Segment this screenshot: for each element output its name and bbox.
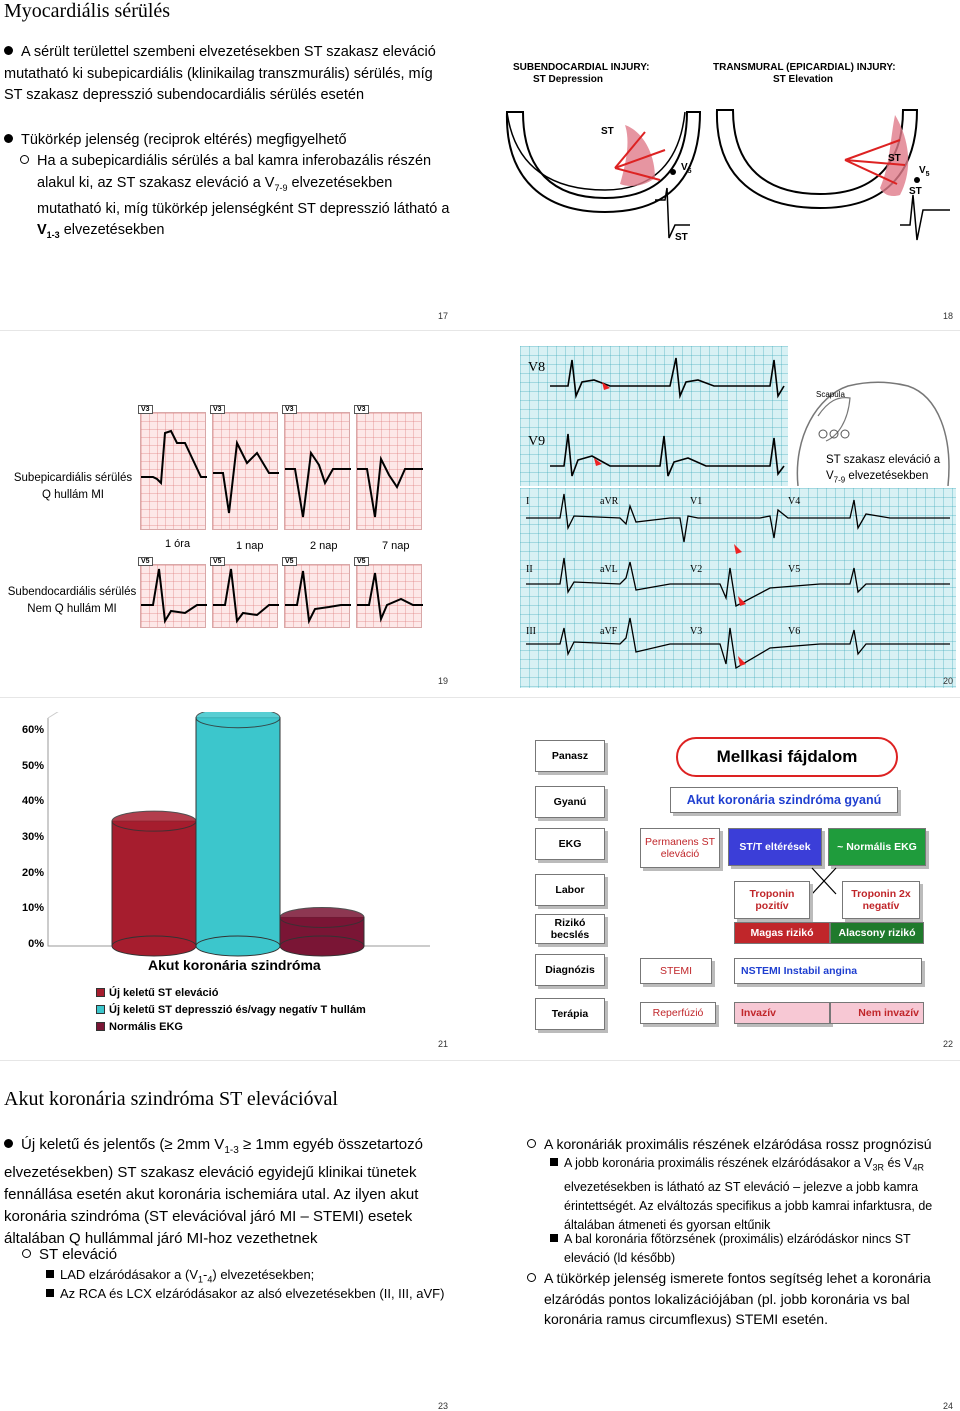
- tag-v5-2: V5: [210, 557, 225, 566]
- tag-v3-1: V3: [138, 405, 153, 414]
- y-tick-label: 30%: [21, 831, 44, 843]
- time-label-1: 1 óra: [165, 538, 191, 550]
- lead-v9-label: V9: [528, 434, 546, 449]
- magas-riziko-box: Magas rizikó: [734, 922, 830, 944]
- slide24-bullet-1: A koronáriák proximális részének elzáródása rossz prognózisú: [527, 1134, 957, 1154]
- legend-swatch: [96, 1022, 105, 1031]
- page-number-22: 22: [943, 1039, 954, 1049]
- permanens-st-box: Permanens ST eleváció: [640, 828, 720, 868]
- ecg-strip-v3-1: [140, 412, 206, 530]
- reperfuzio-box: Reperfúzió: [640, 1002, 716, 1024]
- st-label-left: ST: [601, 126, 614, 137]
- row1-label: Subepicardiális sérülés Q hullám MI: [13, 472, 133, 501]
- row-label-text: Panasz: [551, 750, 589, 762]
- chart-svg: [0, 712, 450, 972]
- slide23-bullet-1: Új keletű és jelentős (≥ 2mm $V_{1-3} \ge 1mm$ egyéb összetartozó elvezetésekben) ST szakasz eleváció egyidejű klinikai tünetek fennállása esetén akut koronária ischemiára utal. Az ilyen akut koronária szindróma (ST elevációval járó MI – STEMI) esetek általában Q hullámmal járó MI-hoz vezethetnek: [4, 1136, 423, 1247]
- st-label-left-bottom: ST: [675, 232, 688, 243]
- slide17-bullet-2: Tükörkép jelenség (reciprok eltérés) megfigyelhető: [4, 130, 444, 152]
- bar-3: [280, 907, 364, 956]
- page-number-21: 21: [438, 1039, 449, 1049]
- lead-I: I: [526, 496, 530, 507]
- troponin-pozitiv-box: Troponin pozitív: [734, 881, 810, 919]
- chart-title: Akut koronária szindróma: [148, 957, 321, 973]
- row-label-6: [535, 954, 605, 986]
- tag-v3-2: V3: [210, 405, 225, 414]
- acs-bar-chart: [0, 712, 450, 1042]
- lead-aVL: aVL: [600, 564, 618, 575]
- bullet-square: [46, 1270, 54, 1278]
- bullet-ring: [527, 1139, 536, 1148]
- page-number-23: 23: [438, 1401, 449, 1411]
- time-label-2: 1 nap: [236, 540, 264, 552]
- y-tick-label: 50%: [21, 759, 44, 772]
- lead-V3: V3: [690, 626, 703, 637]
- slide23-subbullet: ST eleváció: [22, 1244, 442, 1266]
- ecg-strip-v5-4: [356, 564, 422, 628]
- lead-V1: V1: [690, 496, 703, 507]
- page-number-19: 19: [438, 676, 449, 686]
- ecg-strip-v3-4: [356, 412, 422, 530]
- bullet-square: [550, 1234, 558, 1242]
- legend-item: [96, 1018, 366, 1035]
- stt-elteresek-box: ST/T eltérések: [728, 828, 822, 866]
- legend-swatch: [96, 988, 105, 997]
- bar-2: [196, 712, 280, 956]
- row-label-text: Labor: [555, 884, 585, 896]
- bullet-dot: [4, 1139, 13, 1148]
- row-label-7: [535, 998, 605, 1030]
- twelve-lead-ecg: [520, 488, 956, 688]
- y-tick-label: 60%: [21, 724, 44, 736]
- legend-label: Új keletű ST depresszió és/vagy negatív T hullám: [109, 1003, 366, 1016]
- lead-V4: V4: [788, 496, 801, 507]
- bullet-dot: [4, 134, 13, 143]
- ecg-strip-v3-3: [284, 412, 350, 530]
- bullet-square: [550, 1158, 558, 1166]
- legend-label: Új keletű ST eleváció: [109, 986, 219, 999]
- row-label-text: Diagnózis: [545, 964, 595, 976]
- page-number-20: 20: [943, 676, 954, 686]
- lead-aVF: aVF: [600, 626, 618, 637]
- row-label-1: [535, 740, 605, 772]
- posterior-ecg-v8-v9: [520, 346, 788, 486]
- ecg-strip-v5-2: [212, 564, 278, 628]
- y-tick-label: 20%: [21, 866, 44, 879]
- scapula-label: Scapula: [816, 390, 845, 399]
- tag-v5-3: V5: [282, 557, 297, 566]
- tag-v5-1: V5: [138, 557, 153, 566]
- slide23-title: Akut koronária szindróma ST elevációval: [4, 1088, 338, 1110]
- page-divider: [0, 697, 960, 698]
- injury-diagram: [505, 60, 955, 245]
- v5-label-left: $V_5$: [681, 162, 692, 175]
- page-number-18: 18: [943, 311, 954, 321]
- legend-item: [96, 1001, 366, 1018]
- transmural-title: TRANSMURAL (EPICARDIAL) INJURY:: [713, 62, 896, 73]
- nem-invaziv-box: Nem invazív: [830, 1002, 924, 1024]
- row-label-5: [535, 914, 605, 944]
- tag-v3-4: V3: [354, 405, 369, 414]
- slide24-bullet-2: A tükörkép jelenség ismerete fontos segítség lehet a koronária elzáródás pontos lokalizációjában (pl. jobb koronária vs bal koronária ramus circumflexus) STEMI esetén.: [527, 1268, 947, 1330]
- lead-v8-label: V8: [528, 360, 546, 375]
- subendocardial-sub: ST Depression: [533, 74, 604, 85]
- time-label-4: 7 nap: [382, 540, 410, 552]
- alacsony-riziko-box: Alacsony rizikó: [830, 922, 924, 944]
- bullet-ring: [20, 155, 29, 164]
- slide17-title: Myocardiális sérülés: [4, 0, 171, 22]
- row-label-text: Gyanú: [553, 796, 587, 808]
- ecg-strip-v3-2: [212, 412, 278, 530]
- slide24-third-1: A jobb koronária proximális részének elzáródásakor a $V_{3R}$ és $V_{4R}$ elvezetésekben is látható az ST eleváció – jelezve a jobb kamra érintettségét. Az elváltozás specifikus a jobb kamrai infarktusra, de általában átmeneti és gyorsan eltűnik: [550, 1154, 954, 1235]
- y-tick-label: 10%: [21, 902, 44, 915]
- bullet-dot: [4, 46, 13, 55]
- tag-v3-3: V3: [282, 405, 297, 414]
- page-number-24: 24: [943, 1401, 954, 1411]
- bar-1: [112, 811, 196, 956]
- y-tick-label: 40%: [21, 795, 44, 808]
- slide17-subbullet: Ha a subepicardiális sérülés a bal kamra inferobazális részén alakul ki, az ST szakasz eleváció a $V_{7-9}$ elvezetésekben mutatható ki, míg tükörkép jelenségként ST depresszió látható a $V_{1-3}$ elvezetésekben: [20, 151, 450, 247]
- row-label-2: [535, 786, 605, 818]
- tag-v5-4: V5: [354, 557, 369, 566]
- lead-II: II: [526, 564, 533, 575]
- normalis-ekg-box: ~ Normális EKG: [828, 828, 926, 866]
- st-label-right-bottom: ST: [909, 186, 922, 197]
- akut-koronaria-box: Akut koronária szindróma gyanú: [670, 787, 898, 813]
- ecg-strip-v5-1: [140, 564, 206, 628]
- legend-item: [96, 984, 366, 1001]
- page-divider: [0, 330, 960, 331]
- slide23-third-1: LAD elzáródásakor a $(V_1-_4)$ elvezetésekben;: [46, 1265, 446, 1290]
- nstemi-box: NSTEMI Instabil angina: [734, 958, 922, 984]
- v5-label-right: $V_5$: [919, 165, 930, 178]
- bullet-ring: [527, 1273, 536, 1282]
- ecg-strip-v5-3: [284, 564, 350, 628]
- lead-III: III: [526, 626, 536, 637]
- bullet-ring: [22, 1249, 31, 1258]
- page-number-17: 17: [438, 311, 449, 321]
- chart-legend: [96, 984, 366, 1035]
- y-tick-label: 0%: [28, 938, 44, 950]
- row-label-text: EKG: [558, 838, 582, 850]
- lead-V2: V2: [690, 564, 703, 575]
- mellkasi-fajdalom-box: Mellkasi fájdalom: [676, 737, 898, 777]
- row-label-text: Rizikó becslés: [550, 917, 590, 941]
- lead-V5: V5: [788, 564, 801, 575]
- time-label-3: 2 nap: [310, 540, 338, 552]
- lead-V6: V6: [788, 626, 801, 637]
- row-label-3: [535, 828, 605, 860]
- slide24-third-2: A bal koronária főtörzsének (proximális) elzáródáskor nincs ST eleváció (ld később): [550, 1230, 954, 1268]
- invaziv-box: Invazív: [734, 1002, 830, 1024]
- row-label-4: [535, 874, 605, 906]
- slide17-bullet-1: A sérült területtel szembeni elvezetésekben ST szakasz eleváció mutatható ki subepicardiális (klinikailag transzmurális) sérülés, míg ST szakasz depresszió subendocardiális sérülés esetén: [4, 44, 436, 103]
- page-divider: [0, 1060, 960, 1061]
- legend-swatch: [96, 1005, 105, 1014]
- legend-label: Normális EKG: [109, 1020, 183, 1033]
- subendocardial-title: SUBENDOCARDIAL INJURY:: [513, 62, 650, 73]
- stemi-box: STEMI: [640, 958, 712, 984]
- st-elevation-note: ST szakasz eleváció a $V_{7-9}$ elvezetésekben: [826, 454, 941, 485]
- lead-aVR: aVR: [600, 496, 619, 507]
- bullet-square: [46, 1289, 54, 1297]
- row2-label: Subendocardiális sérülés Nem Q hullám MI: [7, 586, 137, 615]
- row-label-text: Terápia: [551, 1008, 589, 1020]
- transmural-sub: ST Elevation: [773, 74, 834, 85]
- troponin-negativ-box: Troponin 2x negatív: [842, 881, 920, 919]
- st-label-right: ST: [888, 153, 901, 164]
- slide23-third-2: Az RCA és LCX elzáródásakor az alsó elvezetésekben (II, III, aVF): [46, 1284, 456, 1303]
